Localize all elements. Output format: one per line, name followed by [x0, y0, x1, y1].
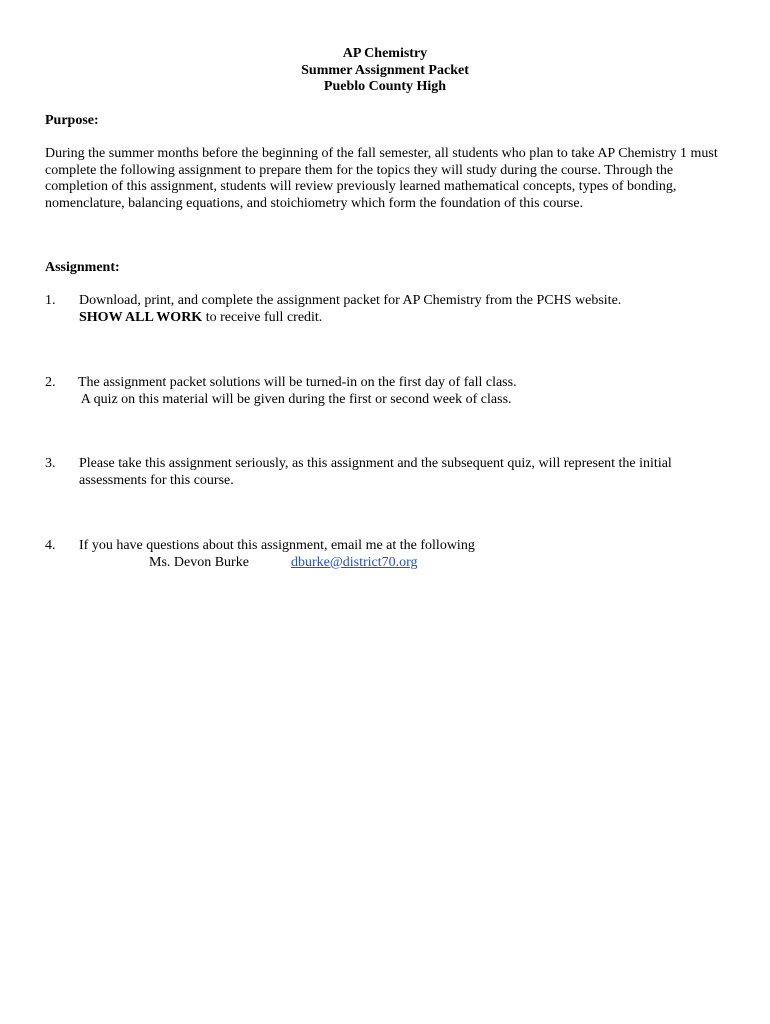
item-line: A quiz on this material will be given during the first or second week of class.	[78, 391, 512, 407]
item-number: 4.	[45, 538, 56, 553]
item-number: 1.	[45, 293, 56, 308]
assignment-heading: Assignment:	[45, 260, 120, 275]
contact-row	[79, 555, 729, 572]
item-number: 2.	[45, 375, 56, 390]
item-line-rest: to receive full credit.	[202, 309, 323, 325]
show-all-work-emphasis: SHOW ALL WORK	[79, 309, 203, 325]
item-line: The assignment packet solutions will be turned-in on the first day of fall class.	[78, 375, 517, 390]
item-number: 3.	[45, 456, 56, 471]
teacher-email-link[interactable]: dburke@district70.org	[291, 554, 418, 570]
school-name: Pueblo County High	[323, 79, 447, 94]
teacher-name: Ms. Devon Burke	[149, 554, 249, 570]
document-header	[0, 46, 770, 96]
item-line	[79, 310, 729, 327]
item-body	[79, 538, 729, 571]
packet-title: Summer Assignment Packet	[301, 62, 469, 78]
item-line: If you have questions about this assignment, email me at the following	[79, 538, 475, 553]
item-body	[79, 293, 729, 326]
item-body: Please take this assignment seriously, as this assignment and the subsequent quiz, will represent the initial assessments for this course.	[79, 456, 672, 488]
item-line: Download, print, and complete the assignment packet for AP Chemistry from the PCHS website.	[79, 293, 622, 308]
purpose-paragraph: During the summer months before the beginning of the fall semester, all students who plan to take AP Chemistry 1 must complete the following assignment to prepare them for the topics they will study during the course. Through the completion of this assignment, students will review previously learned mathematical concepts, types of bonding, nomenclature, balancing equations, and stoichiometry which form the foundation of this course.	[45, 146, 718, 211]
purpose-heading: Purpose:	[45, 113, 99, 128]
item-body	[78, 375, 728, 408]
course-title: AP Chemistry	[342, 46, 428, 61]
